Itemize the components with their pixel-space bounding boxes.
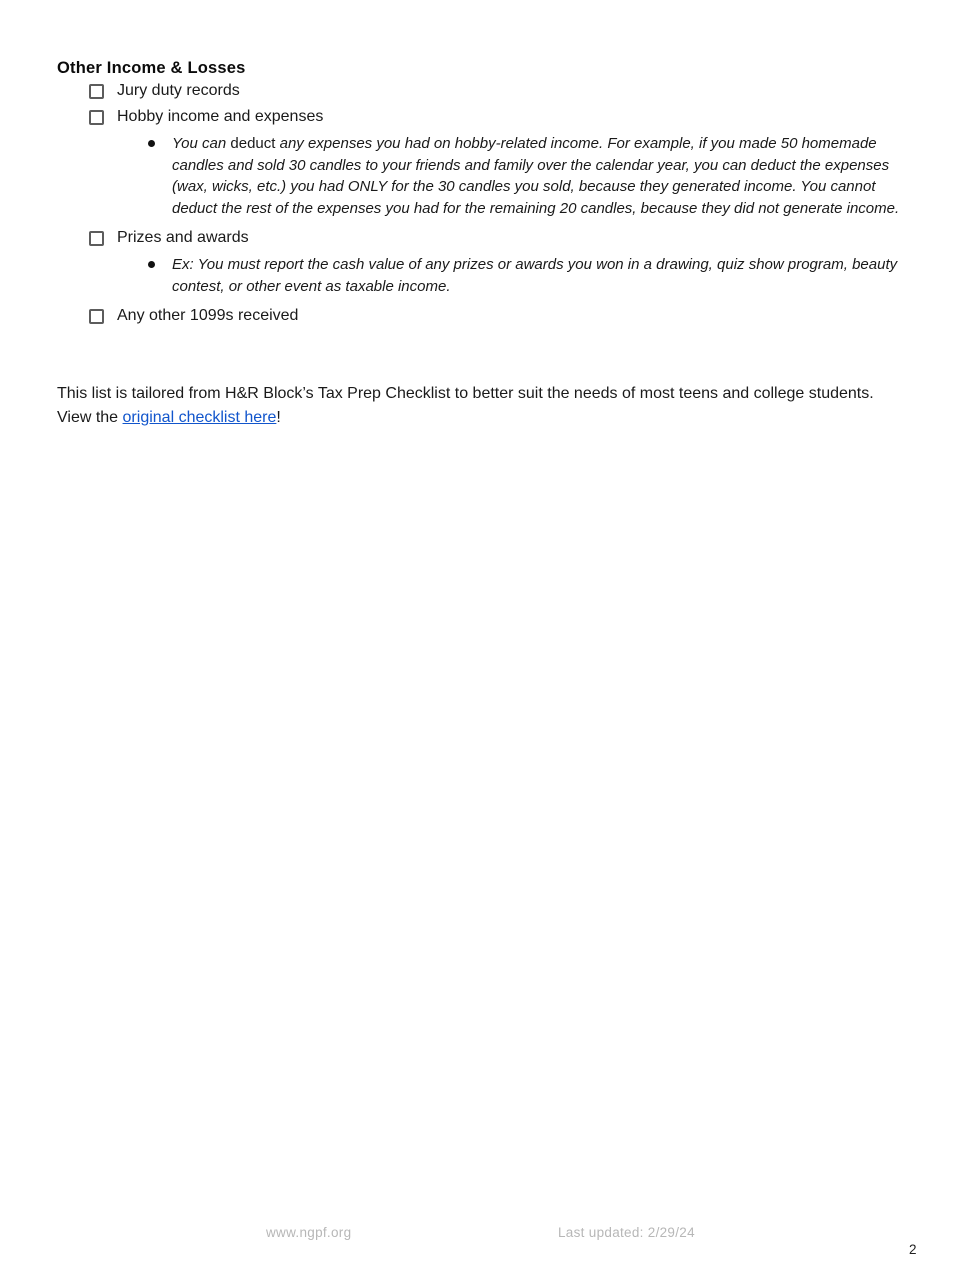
checkbox-other-1099s[interactable]	[89, 309, 104, 324]
note-italic-part: You can	[172, 135, 231, 152]
checkbox-prizes-awards[interactable]	[89, 231, 104, 246]
hobby-income-note-text	[172, 133, 910, 219]
checklist-item-label: Any other 1099s received	[117, 307, 299, 324]
note-italic-part: any expenses you had on hobby-related income. For example, if you made 50 homemade candles and sold 30 candles to your friends and family over the calendar year, you can deduct the expenses (wax, wicks, etc.) you had ONLY for the 30 candles you sold, because they generated income. You cannot deduct the rest of the expenses you had for the remaining 20 candles, because they did not generate income.	[172, 135, 900, 217]
closing-paragraph	[57, 382, 909, 430]
checklist-section	[57, 58, 917, 329]
checklist-item-label: Hobby income and expenses	[117, 108, 324, 125]
hobby-income-note	[148, 133, 910, 219]
closing-text-after: !	[276, 409, 281, 426]
checkbox-hobby-income[interactable]	[89, 110, 104, 125]
bullet-icon	[148, 140, 155, 147]
prizes-awards-note-text: Ex: You must report the cash value of any prizes or awards you won in a drawing, quiz show program, beauty contest, or other event as taxable income.	[172, 256, 898, 295]
checklist-item-prizes-awards	[89, 225, 917, 251]
checklist-item-other-1099s	[89, 303, 917, 329]
page-number: 2	[909, 1242, 917, 1257]
section-title: Other Income & Losses	[57, 59, 246, 77]
prizes-awards-note	[148, 254, 910, 297]
bullet-icon	[148, 261, 155, 268]
original-checklist-link[interactable]: original checklist here	[122, 409, 277, 426]
note-regular-part: deduct	[230, 135, 276, 152]
checklist-item-label: Jury duty records	[117, 82, 240, 99]
closing-text-before: This list is tailored from H&R Block’s Tax Prep Checklist to better suit the needs of most teens and college students. View the	[57, 385, 874, 426]
checkbox-jury-duty[interactable]	[89, 84, 104, 99]
checklist-item-label: Prizes and awards	[117, 229, 249, 246]
checklist-item-hobby-income	[89, 104, 917, 130]
footer-website: www.ngpf.org	[266, 1225, 352, 1240]
checklist-item-jury-duty	[89, 78, 917, 104]
footer-last-updated: Last updated: 2/29/24	[558, 1225, 695, 1240]
